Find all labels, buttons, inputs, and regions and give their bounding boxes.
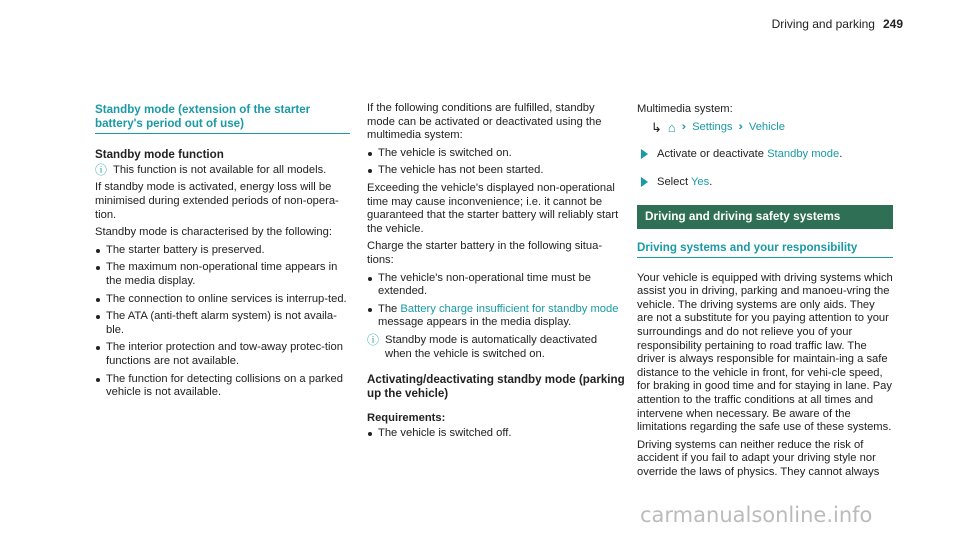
paragraph: Your vehicle is equipped with driving systems which assist you in driving, parking and manoeu-vring the vehicle. The driving systems are only aids. They are not a substitute for you paying attention to your surroundings and do not relieve you of your responsibility pertaining to road traffic law. The driver is always responsible for maintain-ing a safe distance to the vehicle in front, for vehi-cle speed, for braking in good time and for staying in lane. Pay attention to the traffic conditions at all times and intervene when necessary. Be aware of the limitations regarding the safe use of these systems. [637,271,893,434]
return-arrow-icon: ↳ [651,119,662,135]
text: Activate or deactivate [657,148,764,161]
subheading-standby-function: Standby mode function [95,148,224,162]
info-icon: ⓘ [367,332,380,347]
note-auto-deactivate [367,334,625,361]
situation-list [367,272,625,330]
paragraph: Standby mode is characterised by the following: [95,226,332,239]
requirements-list [367,427,625,441]
paragraph: Exceeding the vehicle's displayed non-operational time may cause inconvenience; i.e. it cannot be guaranteed that the starter battery will reliably start the vehicle. [367,181,619,235]
list-item: The function for detecting collisions on a parked vehicle is not available. [95,373,350,400]
text: . [709,175,713,188]
standby-mode-link: Standby mode [767,148,840,161]
section-title-standby: Standby mode (extension of the starter battery's period out of use) [95,103,350,134]
yes-option: Yes [691,175,710,188]
column-2 [367,102,625,444]
text: . [839,148,843,161]
column-1 [95,103,350,404]
list-item: The vehicle is switched off. [367,427,625,441]
list-item [367,303,625,330]
paragraph: Charge the starter battery in the following situa-tions: [367,240,603,266]
menu-path [637,121,893,135]
condition-list [367,147,625,178]
page-header [772,17,903,31]
requirements-label: Requirements: [367,412,446,425]
section-name: Driving and parking [771,17,875,31]
text: Select [657,175,689,188]
list-item: The vehicle's non-operational time must be extended. [367,272,625,299]
list-item: The interior protection and tow-away protec-tion functions are not available. [95,341,350,368]
list-item: The maximum non-operational time appears in the media display. [95,261,350,288]
home-icon: ⌂ [667,119,676,135]
display-message-link: Battery charge insufficient for standby mode [400,302,619,315]
column-3 [637,103,893,483]
paragraph: Multimedia system: [637,103,733,115]
list-item: The connection to online services is interrup-ted. [95,293,350,307]
note-text: Standby mode is automatically deactivated when the vehicle is switched on. [385,333,598,360]
list-item: The starter battery is preserved. [95,244,350,258]
section-title-driving-systems: Driving systems and your responsibility [637,241,893,258]
double-chevron-icon: ›› [738,120,740,133]
list-item: The ATA (anti-theft alarm system) is not availa-ble. [95,310,350,337]
chapter-banner: Driving and driving safety systems [637,205,893,229]
step-activate [637,148,893,162]
step-select [637,176,893,190]
text: The [378,302,398,315]
feature-list [95,244,350,400]
paragraph: If the following conditions are fulfilled, standby mode can be activated or deactivated using the multimedia system: [367,102,602,142]
list-item: The vehicle has not been started. [367,164,625,178]
text: message appears in the media display. [378,316,572,329]
info-icon: ⓘ [95,162,108,177]
note-text: This function is not available for all models. [113,163,327,176]
note-availability [95,164,350,178]
path-vehicle: Vehicle [748,120,785,133]
path-settings: Settings [692,120,733,133]
paragraph: Driving systems can neither reduce the risk of accident if you fail to adapt your driving style nor override the laws of physics. They cannot always [637,438,880,478]
page-number: 249 [882,17,903,31]
triangle-step-icon [641,149,648,159]
subheading-activating: Activating/deactivating standby mode (parking up the vehicle) [367,373,625,400]
watermark: carmanualsonline.info [640,503,873,527]
triangle-step-icon [641,177,648,187]
double-chevron-icon: ›› [681,120,684,133]
paragraph: If standby mode is activated, energy loss will be minimised during extended periods of non-opera-tion. [95,181,339,221]
list-item: The vehicle is switched on. [367,147,625,161]
